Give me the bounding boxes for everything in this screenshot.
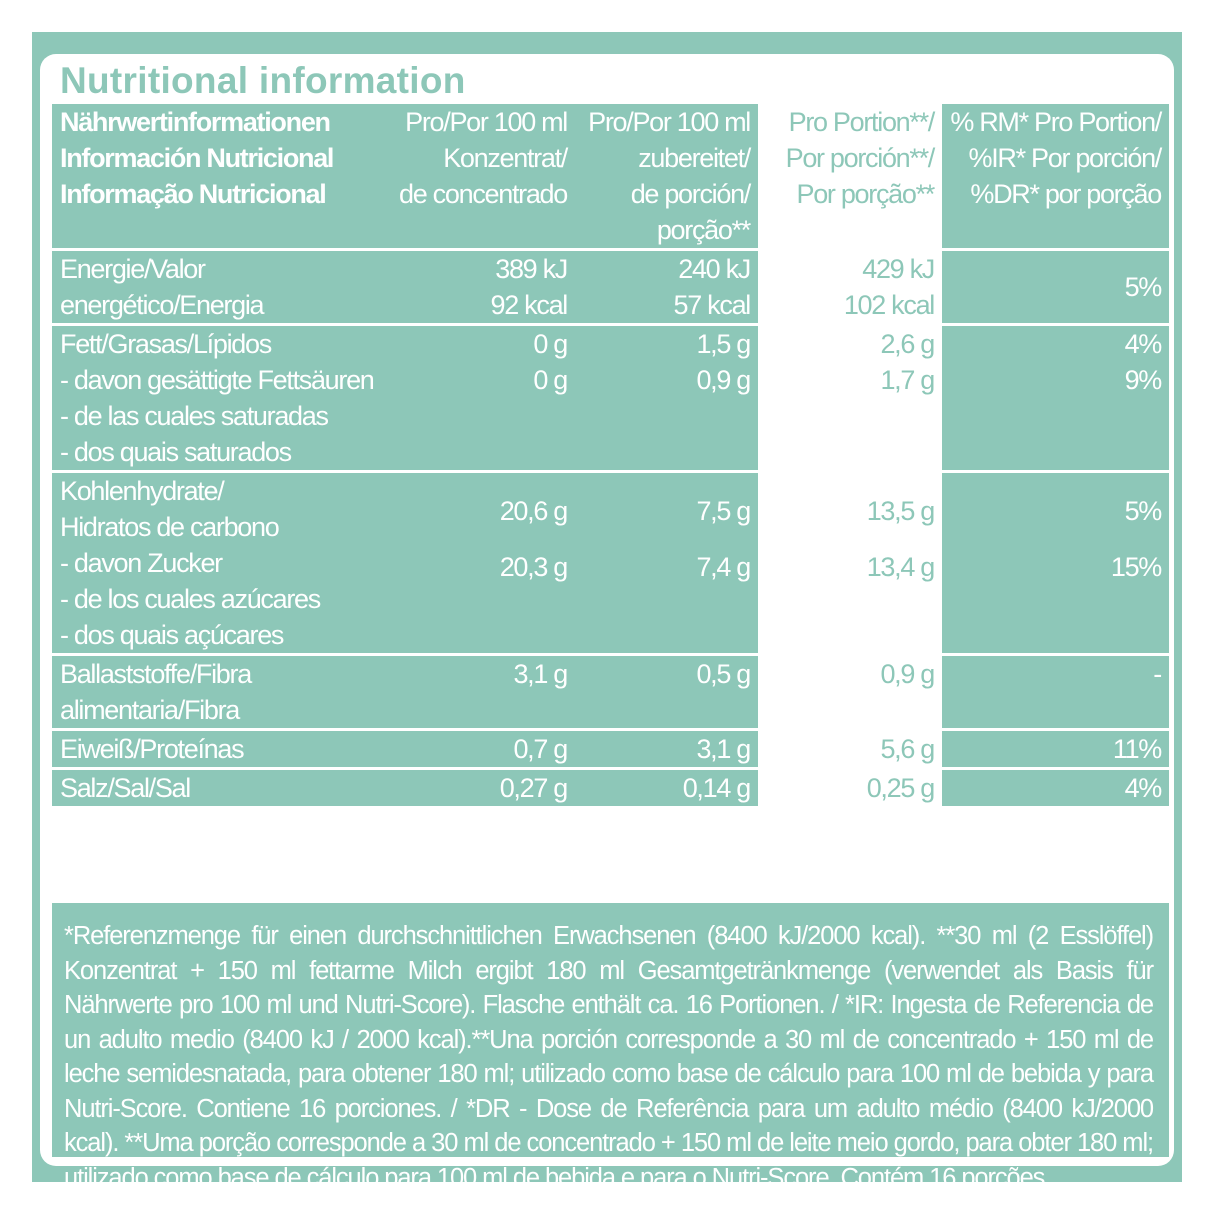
value: 0,5 g	[696, 659, 750, 689]
value: 4%	[1124, 773, 1161, 803]
header-line: Por porción**/	[785, 143, 934, 173]
nutrition-table	[52, 104, 1169, 809]
header-nutrient-line: Informação Nutricional	[60, 179, 326, 209]
value-concentrate	[389, 250, 575, 325]
table-header-row	[52, 104, 1169, 250]
value-prepared	[575, 769, 758, 808]
value: 2,6 g	[880, 329, 934, 359]
row-label	[52, 250, 389, 325]
row-label-line: Kohlenhydrate/	[60, 476, 224, 506]
table-row	[52, 730, 1169, 769]
row-label-line: - de las cuales saturadas	[60, 401, 328, 431]
value: 0,25 g	[866, 773, 934, 803]
table-row	[52, 769, 1169, 808]
value: 5%	[1124, 272, 1161, 302]
value: 9%	[1124, 365, 1161, 395]
row-label-line: Ballaststoffe/Fibra alimentaria/Fibra	[60, 659, 251, 725]
page-title: Nutritional information	[60, 60, 466, 101]
value: 11%	[1112, 734, 1161, 764]
label-panel	[40, 54, 1174, 1192]
header-nutrient	[52, 104, 389, 250]
value: 15%	[1110, 552, 1161, 582]
value: 5,6 g	[880, 734, 934, 764]
value-reference-intake	[942, 325, 1169, 472]
header-nutrient-line: Nährwertinformationen	[60, 107, 330, 137]
label-frame	[32, 32, 1182, 1192]
header-line: de concentrado	[399, 179, 567, 209]
value: 57 kcal	[673, 290, 750, 320]
header-line: zubereitet/	[638, 143, 750, 173]
value: 0,14 g	[682, 773, 750, 803]
value-portion	[758, 472, 942, 655]
header-per-portion	[758, 104, 942, 250]
value-prepared	[575, 472, 758, 655]
row-label	[52, 730, 389, 769]
header-nutrient-line: Información Nutricional	[60, 143, 334, 173]
row-label	[52, 325, 389, 472]
value-concentrate	[389, 472, 575, 655]
value: 0,7 g	[513, 734, 567, 764]
value-concentrate	[389, 655, 575, 730]
header-reference-intake	[942, 104, 1169, 250]
header-line: %IR* Por porción/	[968, 143, 1161, 173]
value: 0,27 g	[499, 773, 567, 803]
header-line: Konzentrat/	[443, 143, 567, 173]
value-portion	[758, 250, 942, 325]
row-label	[52, 472, 389, 655]
header-line: porção**	[656, 215, 750, 245]
header-line: de porción/	[630, 179, 750, 209]
value: 389 kJ	[495, 254, 567, 284]
value: 0 g	[533, 329, 567, 359]
row-label-line: Energie/Valor energético/Energia	[60, 254, 264, 320]
row-label-line: - dos quais açúcares	[60, 620, 284, 650]
header-line: %DR* por porção	[970, 179, 1161, 209]
row-label-line: Salz/Sal/Sal	[60, 773, 190, 803]
value: 20,6 g	[499, 496, 567, 526]
value-reference-intake	[942, 655, 1169, 730]
table-row	[52, 655, 1169, 730]
value-portion	[758, 769, 942, 808]
header-line: Por porção**	[796, 179, 934, 209]
value: 102 kcal	[843, 290, 934, 320]
value: 3,1 g	[513, 659, 567, 689]
row-label	[52, 769, 389, 808]
table-row	[52, 325, 1169, 472]
row-label-line: - de los cuales azúcares	[60, 584, 320, 614]
header-per-100ml-prepared	[575, 104, 758, 250]
value: 7,5 g	[696, 496, 750, 526]
table-row	[52, 250, 1169, 325]
value: 20,3 g	[499, 552, 567, 582]
table-row	[52, 472, 1169, 655]
value-portion	[758, 655, 942, 730]
header-line: Pro Portion**/	[788, 107, 934, 137]
header-per-100ml-concentrate	[389, 104, 575, 250]
value: 3,1 g	[696, 734, 750, 764]
value: 1,5 g	[696, 329, 750, 359]
footnote: *Referenzmenge für einen durchschnittlichen Erwachsenen (8400 kJ/2000 kcal). **30 ml (2 Esslöffel) Konzentrat + 150 ml fettarme Milch ergibt 180 ml Gesamtgetränkmenge (verwendet als Basis für Nährwerte pro 100 ml und Nutri-Score). Flasche enthält ca. 16 Portionen. / *IR: Ingesta de Referencia de un adulto medio (8400 kJ / 2000 kcal).**Una porción corresponde a 30 ml de concentrado + 150 ml de leche semidesnatada, para obtener 180 ml; utilizado como base de cálculo para 100 ml de bebida y para Nutri-Score. Contiene 16 porciones. / *DR - Dose de Referência para um adulto médio (8400 kJ/2000 kcal). **Uma porção corresponde a 30 ml de concentrado + 150 ml de leite meio gordo, para obter 180 ml; utilizado como base de cálculo para 100 ml de bebida e para o Nutri-Score. Contém 16 porções.	[52, 903, 1169, 1157]
value-prepared	[575, 730, 758, 769]
row-label-line: - davon gesättigte Fettsäuren	[60, 365, 374, 395]
value: 1,7 g	[880, 365, 934, 395]
value: 92 kcal	[490, 290, 567, 320]
header-line: Pro/Por 100 ml	[588, 107, 750, 137]
value: 7,4 g	[696, 552, 750, 582]
value-prepared	[575, 250, 758, 325]
value-concentrate	[389, 325, 575, 472]
row-label-line: Fett/Grasas/Lípidos	[60, 329, 271, 359]
value-reference-intake	[942, 472, 1169, 655]
value-reference-intake	[942, 250, 1169, 325]
row-label-line: Hidratos de carbono	[60, 512, 279, 542]
value: 0,9 g	[696, 365, 750, 395]
row-label	[52, 655, 389, 730]
value-reference-intake	[942, 730, 1169, 769]
row-label-line: - davon Zucker	[60, 548, 222, 578]
value: 429 kJ	[862, 254, 934, 284]
value-portion	[758, 325, 942, 472]
header-line: % RM* Pro Portion/	[950, 107, 1161, 137]
value: 13,4 g	[866, 552, 934, 582]
value: 4%	[1124, 329, 1161, 359]
value-prepared	[575, 325, 758, 472]
value: 240 kJ	[678, 254, 750, 284]
header-line: Pro/Por 100 ml	[405, 107, 567, 137]
row-label-line: - dos quais saturados	[60, 437, 291, 467]
value: -	[1153, 659, 1161, 689]
value-concentrate	[389, 730, 575, 769]
row-label-line: Eiweiß/Proteínas	[60, 734, 244, 764]
value-portion	[758, 730, 942, 769]
value-concentrate	[389, 769, 575, 808]
value-reference-intake	[942, 769, 1169, 808]
value: 13,5 g	[866, 496, 934, 526]
value: 0 g	[533, 365, 567, 395]
value: 5%	[1124, 496, 1161, 526]
value: 0,9 g	[880, 659, 934, 689]
value-prepared	[575, 655, 758, 730]
